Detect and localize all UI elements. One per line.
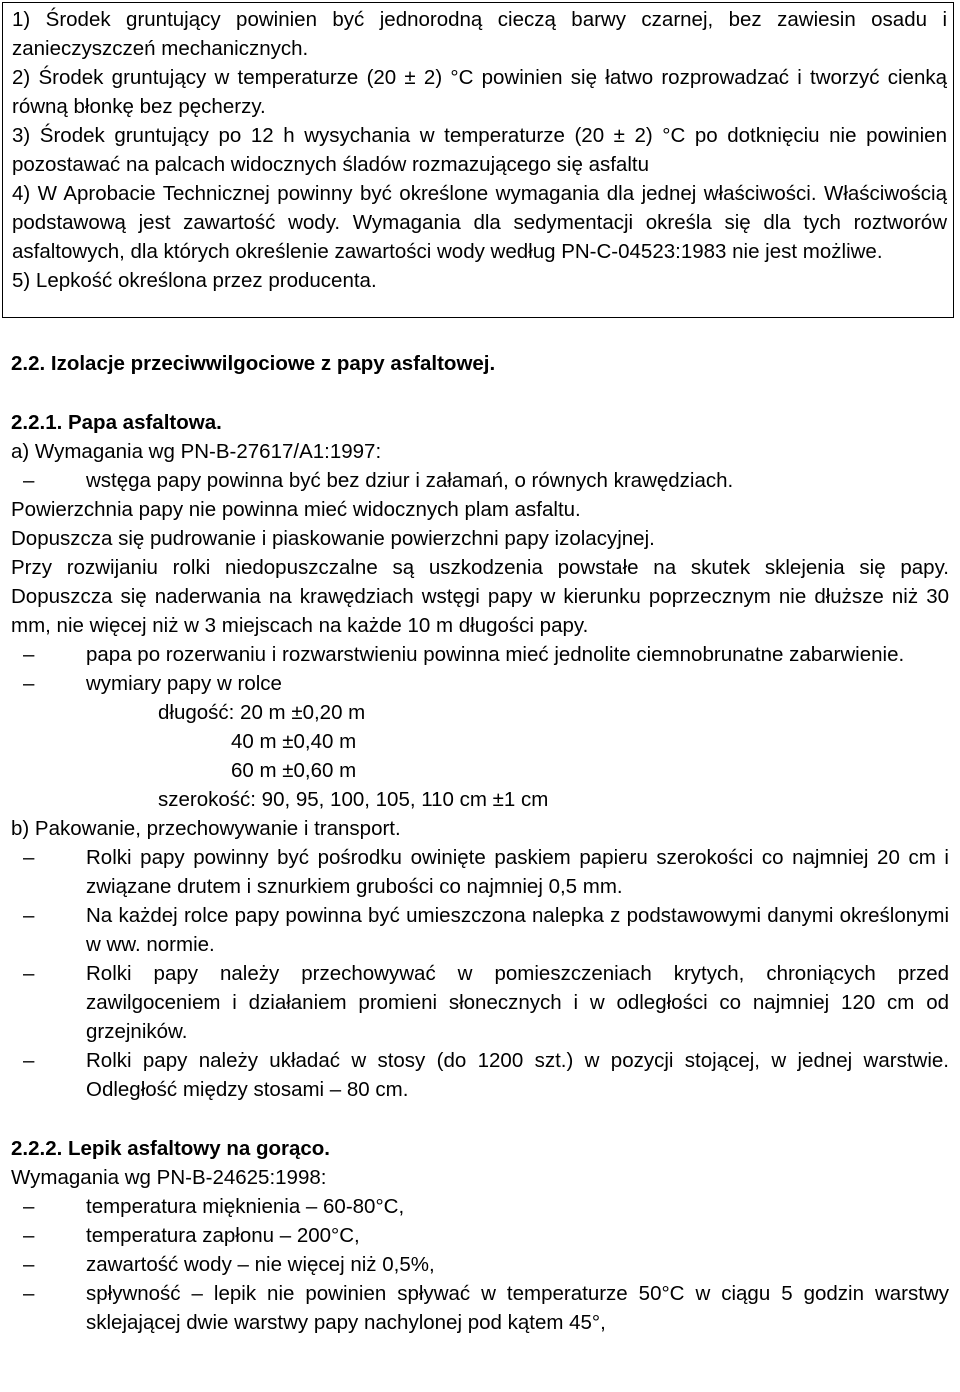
paragraph: Powierzchnia papy nie powinna mieć widocznych plam asfaltu. xyxy=(11,498,581,521)
requirement-standard-label: Wymagania wg PN-B-24625:1998: xyxy=(11,1166,327,1189)
dimension-length-60: 60 m ±0,60 m xyxy=(231,759,357,782)
list-item xyxy=(11,843,949,901)
box-paragraph-1: 1) Środek gruntujący powinien być jednorodną cieczą barwy czarnej, bez zawiesin osadu i zanieczyszczeń mechanicznych. xyxy=(12,8,947,60)
dash-bullet: – xyxy=(23,1224,35,1247)
list-item-text: Rolki papy powinny być pośrodku owinięte paskiem papieru szerokości co najmniej 20 cm i związane drutem i sznurkiem grubości co najmniej 0,5 mm. xyxy=(86,846,949,898)
dash-bullet: – xyxy=(23,672,35,695)
box-paragraph-4: 4) W Aprobacie Technicznej powinny być określone wymagania dla jednej właściwości. Właściwością podstawową jest zawartość wody. Wymagania dla sedymentacji określa się dla tych roztworów asfaltowych, dla których określenie zawartości wody według PN-C-04523:1983 nie jest możliwe. xyxy=(12,182,947,263)
section-heading-2-2-1: 2.2.1. Papa asfaltowa. xyxy=(11,411,222,434)
requirement-a-label: a) Wymagania wg PN-B-27617/A1:1997: xyxy=(11,440,382,463)
requirement-b-label: b) Pakowanie, przechowywanie i transport. xyxy=(11,817,401,840)
dash-bullet: – xyxy=(23,1282,35,1305)
section-heading-2-2-2: 2.2.2. Lepik asfaltowy na gorąco. xyxy=(11,1137,331,1160)
list-item-text: spływność – lepik nie powinien spływać w temperaturze 50°C w ciągu 5 godzin warstwy sklejającej dwie warstwy papy nachylonej pod kątem 45°, xyxy=(86,1282,949,1334)
spacer xyxy=(11,1104,949,1134)
dash-bullet: – xyxy=(23,1253,35,1276)
list-item xyxy=(11,1279,949,1337)
list-item xyxy=(11,1221,949,1250)
dash-bullet: – xyxy=(23,846,35,869)
list-item xyxy=(11,669,949,698)
list-item-text: temperatura mięknienia – 60-80°C, xyxy=(86,1195,405,1218)
dimension-length-40: 40 m ±0,40 m xyxy=(231,730,357,753)
spacer xyxy=(11,378,949,408)
list-item-text: wstęga papy powinna być bez dziur i załamań, o równych krawędziach. xyxy=(86,469,734,492)
list-item xyxy=(11,959,949,1046)
list-item xyxy=(11,1046,949,1104)
box-paragraph-3: 3) Środek gruntujący po 12 h wysychania w temperaturze (20 ± 2) °C po dotknięciu nie powinien pozostawać na palcach widocznych śladów rozmazującego się asfaltu xyxy=(12,124,947,176)
list-item xyxy=(11,1192,949,1221)
list-item xyxy=(11,466,949,495)
paragraph: Przy rozwijaniu rolki niedopuszczalne są uszkodzenia powstałe na skutek sklejenia się papy. Dopuszcza się naderwania na krawędziach wstęgi papy w kierunku poprzecznym nie dłuższe niż 30 mm, nie więcej niż w 3 miejscach na każde 10 m długości papy. xyxy=(11,556,949,637)
requirements-box xyxy=(2,2,954,318)
dash-bullet: – xyxy=(23,962,35,985)
dash-bullet: – xyxy=(23,904,35,927)
list-item-text: papa po rozerwaniu i rozwarstwieniu powinna mieć jednolite ciemnobrunatne zabarwienie. xyxy=(86,643,905,666)
list-item-text: temperatura zapłonu – 200°C, xyxy=(86,1224,360,1247)
main-content xyxy=(11,349,949,1337)
dimension-length-20: długość: 20 m ±0,20 m xyxy=(158,701,366,724)
list-item xyxy=(11,640,949,669)
dash-bullet: – xyxy=(23,1049,35,1072)
dash-bullet: – xyxy=(23,469,35,492)
dash-bullet: – xyxy=(23,1195,35,1218)
list-item xyxy=(11,1250,949,1279)
dash-bullet: – xyxy=(23,643,35,666)
list-item-text: wymiary papy w rolce xyxy=(86,672,282,695)
paragraph: Dopuszcza się pudrowanie i piaskowanie powierzchni papy izolacyjnej. xyxy=(11,527,655,550)
box-paragraph-5: 5) Lepkość określona przez producenta. xyxy=(12,269,377,292)
list-item xyxy=(11,901,949,959)
list-item-text: Rolki papy należy przechowywać w pomieszczeniach krytych, chroniących przed zawilgoceniem i działaniem promieni słonecznych i w odległości co najmniej 120 cm od grzejników. xyxy=(86,962,949,1043)
list-item-text: zawartość wody – nie więcej niż 0,5%, xyxy=(86,1253,435,1276)
dimension-width: szerokość: 90, 95, 100, 105, 110 cm ±1 cm xyxy=(158,788,549,811)
box-paragraph-2: 2) Środek gruntujący w temperaturze (20 ± 2) °C powinien się łatwo rozprowadzać i tworzyć cienką równą błonkę bez pęcherzy. xyxy=(12,66,947,118)
list-item-text: Rolki papy należy układać w stosy (do 1200 szt.) w pozycji stojącej, w jednej warstwie. Odległość między stosami – 80 cm. xyxy=(86,1049,949,1101)
list-item-text: Na każdej rolce papy powinna być umieszczona nalepka z podstawowymi danymi określonymi w ww. normie. xyxy=(86,904,949,956)
section-heading-2-2: 2.2. Izolacje przeciwwilgociowe z papy asfaltowej. xyxy=(11,352,496,375)
